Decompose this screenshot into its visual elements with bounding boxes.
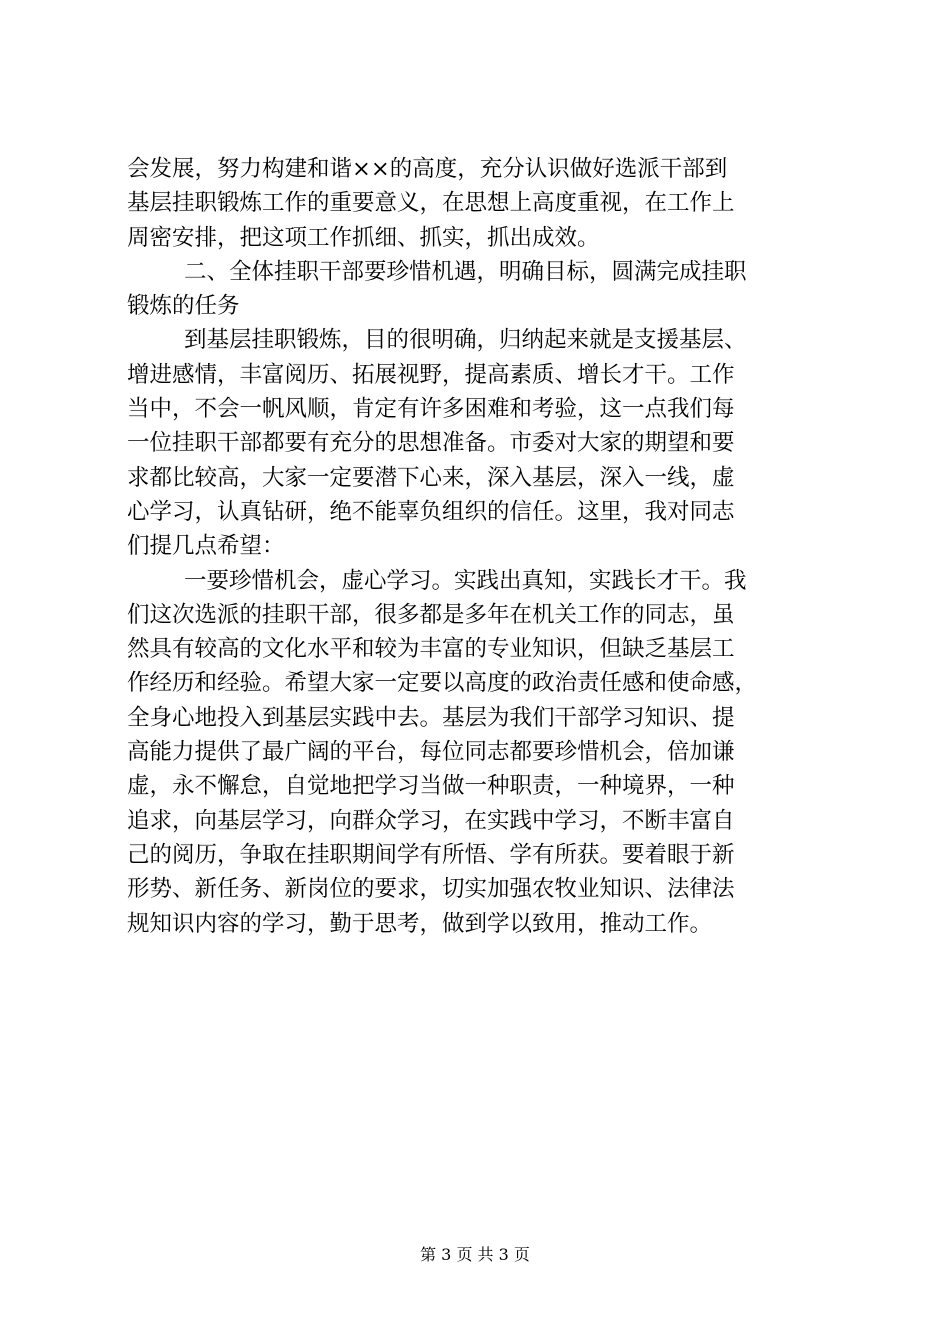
text-line: 们这次选派的挂职干部，很多都是多年在机关工作的同志，虽 — [127, 601, 735, 628]
text-line: 当中，不会一帆风顺，肯定有许多困难和考验，这一点我们每 — [127, 396, 735, 423]
text-line: 形势、新任务、新岗位的要求，切实加强农牧业知识、法律法 — [127, 876, 735, 903]
text-line: 周密安排，把这项工作抓细、抓实，抓出成效。 — [127, 224, 600, 251]
text-line: 高能力提供了最广阔的平台，每位同志都要珍惜机会，倍加谦 — [127, 739, 735, 766]
text-line: 会发展，努力构建和谐××的高度，充分认识做好选派干部到 — [127, 156, 728, 182]
section-heading-line: 锻炼的任务 — [127, 293, 240, 320]
page-number: 第 3 页 共 3 页 — [420, 1245, 530, 1264]
document-body — [127, 152, 832, 941]
text-line: 基层挂职锻炼工作的重要意义，在思想上高度重视，在工作上 — [127, 190, 735, 217]
text-line: 心学习，认真钻研，绝不能辜负组织的信任。这里，我对同志 — [127, 498, 735, 525]
paragraph-start-line: 一要珍惜机会，虚心学习。实践出真知，实践长才干。我 — [184, 567, 747, 594]
text-line: 求都比较高，大家一定要潜下心来，深入基层，深入一线，虚 — [127, 464, 735, 491]
text-line: 们提几点希望： — [127, 533, 285, 560]
text-line: 全身心地投入到基层实践中去。基层为我们干部学习知识、提 — [127, 704, 735, 731]
text-line: 增进感情，丰富阅历、拓展视野，提高素质、增长才干。工作 — [127, 361, 735, 388]
text-line: 一位挂职干部都要有充分的思想准备。市委对大家的期望和要 — [127, 430, 735, 457]
page-footer — [0, 1244, 950, 1266]
text-line: 追求，向基层学习，向群众学习，在实践中学习，不断丰富自 — [127, 807, 735, 834]
text-line: 作经历和经验。希望大家一定要以高度的政治责任感和使命感， — [127, 670, 758, 697]
text-line: 虚，永不懈怠，自觉地把学习当做一种职责，一种境界，一种 — [127, 773, 735, 800]
paragraph-start-line: 到基层挂职锻炼，目的很明确，归纳起来就是支援基层、 — [184, 327, 747, 354]
text-line: 规知识内容的学习，勤于思考，做到学以致用，推动工作。 — [127, 910, 713, 937]
text-line: 然具有较高的文化水平和较为丰富的专业知识，但缺乏基层工 — [127, 636, 735, 663]
text-line: 己的阅历，争取在挂职期间学有所悟、学有所获。要着眼于新 — [127, 841, 735, 868]
section-heading-line: 二、全体挂职干部要珍惜机遇，明确目标，圆满完成挂职 — [184, 258, 747, 285]
